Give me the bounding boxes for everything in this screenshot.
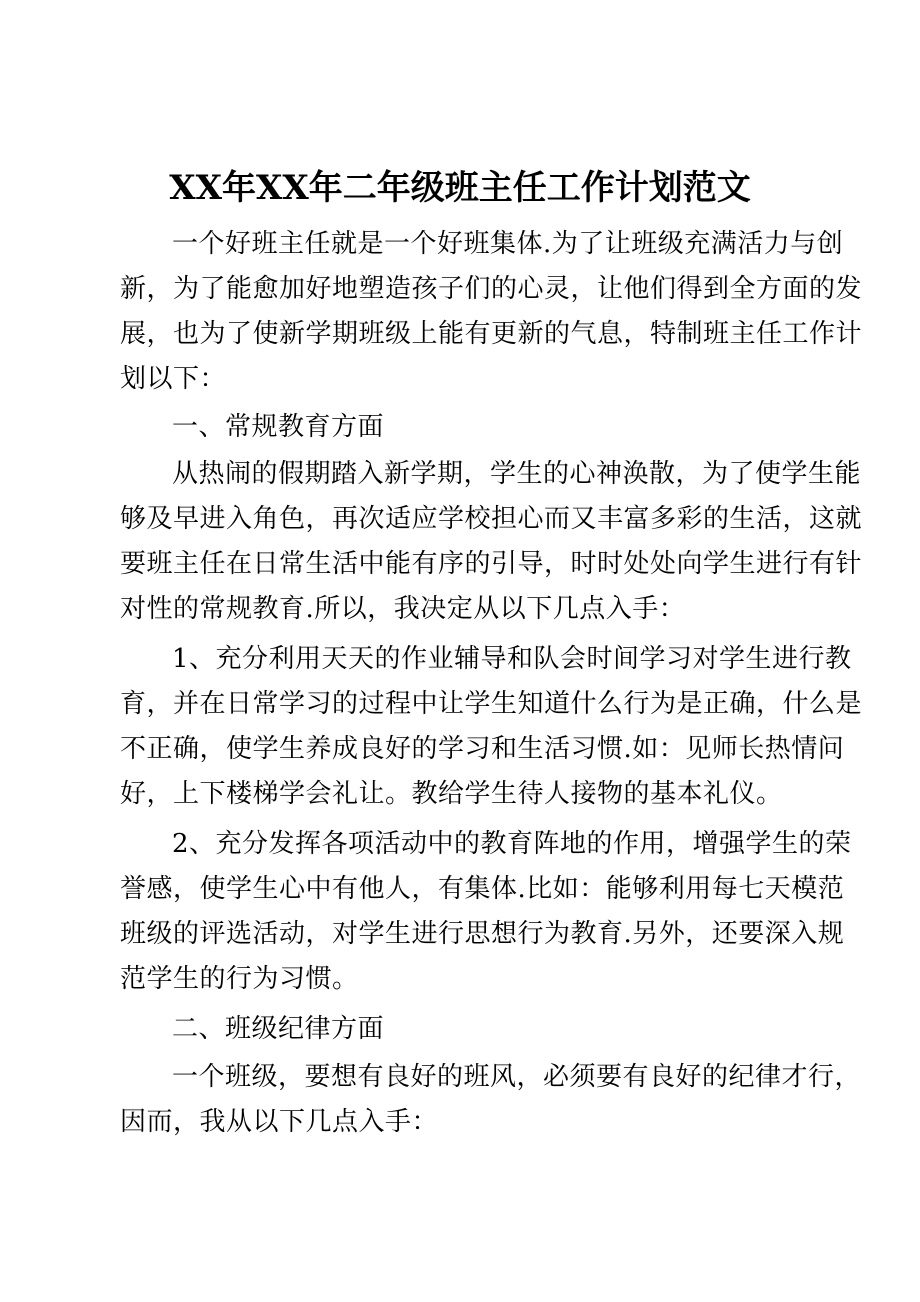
paragraph-line: 要班主任在日常生活中能有序的引导，时时处处向学生进行有针 [120,549,863,579]
paragraph-line: 展，也为了使新学期班级上能有更新的气息，特制班主任工作计 [120,319,863,349]
paragraph-line: 一个好班主任就是一个好班集体.为了让班级充满活力与创 [172,229,844,259]
paragraph-line: 2、充分发挥各项活动中的教育阵地的作用，增强学生的荣 [172,829,852,859]
paragraph-line: 班级的评选活动，对学生进行思想行为教育.另外，还要深入规 [120,919,845,949]
paragraph-line: 够及早进入角色，再次适应学校担心而又丰富多彩的生活，这就 [120,504,863,534]
section-heading: 一、常规教育方面 [172,412,385,442]
paragraph-line: 1、充分利用天天的作业辅导和队会时间学习对学生进行教 [172,644,852,674]
paragraph-line: 一个班级，要想有良好的班风，必须要有良好的纪律才行， [172,1062,862,1092]
paragraph-line: 好，上下楼梯学会礼让。教给学生待人接物的基本礼仪。 [120,779,783,809]
section-heading: 二、班级纪律方面 [172,1014,385,1044]
paragraph-line: 誉感，使学生心中有他人，有集体.比如：能够利用每七天模范 [120,874,845,904]
document-title: XX年XX年二年级班主任工作计划范文 [169,168,751,208]
paragraph-line: 新，为了能愈加好地塑造孩子们的心灵，让他们得到全方面的发 [120,274,863,304]
paragraph-line: 范学生的行为习惯。 [120,964,359,994]
paragraph-line: 从热闹的假期踏入新学期，学生的心神涣散，为了使学生能 [172,459,862,489]
paragraph-line: 划以下： [120,364,227,394]
paragraph-line: 对性的常规教育.所以，我决定从以下几点入手： [120,594,686,624]
paragraph-line: 育，并在日常学习的过程中让学生知道什么行为是正确，什么是 [120,689,863,719]
paragraph-line: 不正确，使学生养成良好的学习和生活习惯.如：见师长热情问 [120,734,845,764]
paragraph-line: 因而，我从以下几点入手： [120,1107,439,1137]
